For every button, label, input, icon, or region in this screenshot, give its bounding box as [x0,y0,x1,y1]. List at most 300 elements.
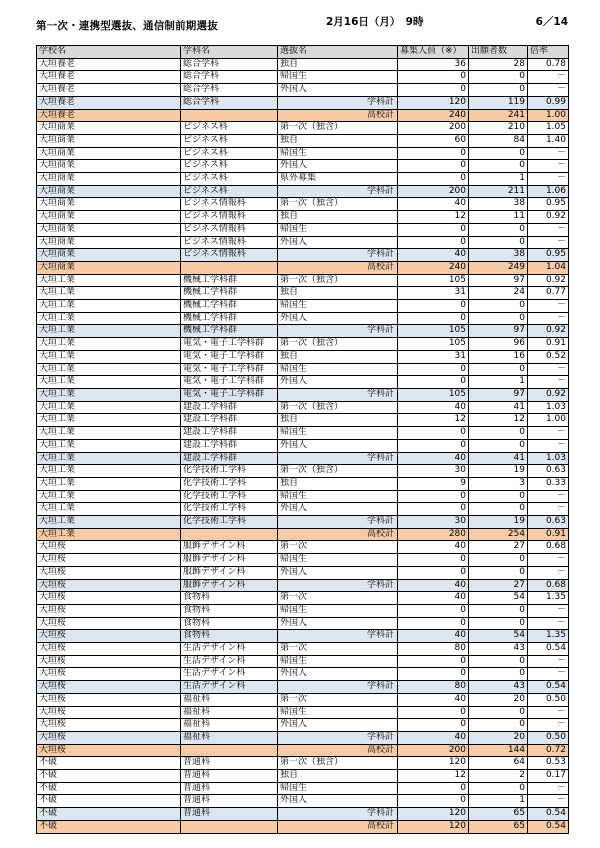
cell-ratio: 0.92 [528,274,569,287]
table-row [37,617,569,630]
cell-ratio: 0.54 [528,681,569,694]
cell-capacity: 0 [398,795,469,808]
cell-capacity: 40 [398,731,469,744]
cell-school: 大垣桜 [37,579,181,592]
cell-capacity: 105 [398,274,469,287]
table-row [37,350,569,363]
table-row [37,744,569,757]
cell-school: 不破 [37,795,181,808]
cell-applicants: 65 [469,808,528,821]
cell-capacity: 0 [398,173,469,186]
cell-school: 不破 [37,770,181,783]
cell-ratio: 0.54 [528,643,569,656]
cell-school: 大垣商業 [37,147,181,160]
cell-school: 大垣桜 [37,643,181,656]
cell-school: 大垣桜 [37,655,181,668]
cell-selection: 第一次（独含） [278,401,398,414]
cell-ratio: 0.95 [528,249,569,262]
cell-department: 普通科 [181,782,278,795]
cell-ratio: 1.04 [528,261,569,274]
cell-capacity: 0 [398,160,469,173]
cell-ratio: － [528,604,569,617]
cell-ratio: 1.35 [528,630,569,643]
cell-selection: 外国人 [278,719,398,732]
cell-school: 不破 [37,782,181,795]
cell-ratio: 0.92 [528,388,569,401]
cell-department [181,528,278,541]
cell-selection: 帰国生 [278,604,398,617]
table-row [37,770,569,783]
table-row [37,109,569,122]
cell-selection: 帰国生 [278,223,398,236]
cell-selection: 帰国生 [278,300,398,313]
cell-school: 大垣養老 [37,58,181,71]
table-row [37,198,569,211]
cell-applicants: 0 [469,427,528,440]
cell-capacity: 0 [398,490,469,503]
cell-school: 大垣工業 [37,414,181,427]
cell-applicants: 24 [469,287,528,300]
cell-ratio: － [528,554,569,567]
cell-capacity: 0 [398,312,469,325]
table-row [37,757,569,770]
column-header-department: 学科名 [181,46,278,59]
cell-capacity: 40 [398,592,469,605]
table-row [37,427,569,440]
cell-applicants: 0 [469,223,528,236]
cell-ratio: 0.17 [528,770,569,783]
cell-selection: 帰国生 [278,655,398,668]
table-row [37,173,569,186]
cell-ratio: － [528,503,569,516]
cell-ratio: 0.99 [528,96,569,109]
cell-applicants: 0 [469,503,528,516]
cell-department: 総合学科 [181,96,278,109]
cell-department: ビジネス科 [181,147,278,160]
cell-applicants: 1 [469,376,528,389]
cell-selection: 高校計 [278,744,398,757]
cell-selection: 高校計 [278,528,398,541]
cell-capacity: 31 [398,287,469,300]
cell-selection: 帰国生 [278,554,398,567]
cell-selection: 外国人 [278,312,398,325]
table-row [37,592,569,605]
cell-selection: 第一次（独含） [278,757,398,770]
cell-capacity: 36 [398,58,469,71]
table-row [37,300,569,313]
cell-department: 化学技術工学科 [181,465,278,478]
cell-applicants: 0 [469,655,528,668]
cell-school: 大垣商業 [37,173,181,186]
cell-school: 大垣工業 [37,300,181,313]
cell-department [181,109,278,122]
cell-school: 大垣養老 [37,109,181,122]
cell-applicants: 11 [469,211,528,224]
cell-department: 普通科 [181,770,278,783]
cell-ratio: － [528,706,569,719]
cell-department: ビジネス科 [181,134,278,147]
table-row [37,719,569,732]
cell-department: ビジネス情報科 [181,211,278,224]
table-row [37,414,569,427]
cell-applicants: 0 [469,719,528,732]
cell-ratio: － [528,795,569,808]
table-row [37,541,569,554]
cell-applicants: 97 [469,325,528,338]
cell-ratio: － [528,363,569,376]
cell-department: 食物科 [181,604,278,617]
cell-school: 大垣商業 [37,134,181,147]
cell-selection: 帰国生 [278,71,398,84]
cell-applicants: 97 [469,388,528,401]
cell-department: 福祉科 [181,731,278,744]
table-row [37,388,569,401]
cell-capacity: 30 [398,516,469,529]
cell-capacity: 0 [398,376,469,389]
cell-applicants: 119 [469,96,528,109]
cell-selection: 第一次（独含） [278,465,398,478]
cell-applicants: 84 [469,134,528,147]
cell-department [181,261,278,274]
page-title: 第一次・連携型選抜、通信制前期選抜 [36,19,218,32]
cell-department: 建設工学科群 [181,452,278,465]
cell-department: 普通科 [181,795,278,808]
cell-department: 建設工学科群 [181,427,278,440]
cell-school: 大垣工業 [37,274,181,287]
cell-capacity: 0 [398,223,469,236]
cell-applicants: 249 [469,261,528,274]
table-row [37,338,569,351]
table-row [37,452,569,465]
cell-department: 建設工学科群 [181,414,278,427]
cell-capacity: 80 [398,681,469,694]
cell-capacity: 0 [398,147,469,160]
cell-applicants: 20 [469,731,528,744]
table-row [37,516,569,529]
cell-department: 福祉科 [181,706,278,719]
cell-selection: 帰国生 [278,782,398,795]
cell-ratio: － [528,655,569,668]
cell-capacity: 40 [398,452,469,465]
table-row [37,122,569,135]
table-row [37,528,569,541]
table-header-row [37,46,569,59]
cell-school: 大垣桜 [37,744,181,757]
cell-ratio: － [528,617,569,630]
cell-ratio: 1.03 [528,401,569,414]
cell-capacity: 9 [398,477,469,490]
cell-school: 大垣商業 [37,198,181,211]
cell-ratio: － [528,566,569,579]
cell-capacity: 0 [398,706,469,719]
cell-applicants: 0 [469,363,528,376]
cell-selection: 独自 [278,211,398,224]
cell-ratio: － [528,147,569,160]
cell-ratio: － [528,490,569,503]
cell-school: 大垣商業 [37,122,181,135]
cell-applicants: 0 [469,617,528,630]
cell-selection: 外国人 [278,439,398,452]
table-row [37,401,569,414]
cell-department: 建設工学科群 [181,439,278,452]
cell-department: ビジネス科 [181,122,278,135]
table-row [37,808,569,821]
cell-school: 大垣商業 [37,160,181,173]
table-row [37,84,569,97]
cell-school: 大垣桜 [37,731,181,744]
cell-applicants: 19 [469,465,528,478]
cell-applicants: 0 [469,554,528,567]
cell-selection: 第一次（独含） [278,122,398,135]
cell-selection: 外国人 [278,668,398,681]
cell-capacity: 105 [398,388,469,401]
cell-selection: 帰国生 [278,147,398,160]
cell-ratio: 1.40 [528,134,569,147]
cell-applicants: 41 [469,401,528,414]
cell-selection: 第一次（独含） [278,338,398,351]
cell-capacity: 30 [398,465,469,478]
cell-capacity: 40 [398,630,469,643]
cell-school: 大垣桜 [37,592,181,605]
cell-applicants: 211 [469,185,528,198]
cell-applicants: 27 [469,579,528,592]
cell-capacity: 0 [398,668,469,681]
cell-selection: 学科計 [278,731,398,744]
cell-capacity: 0 [398,566,469,579]
cell-selection: 学科計 [278,579,398,592]
cell-department: 機械工学科群 [181,312,278,325]
cell-department [181,744,278,757]
cell-selection: 帰国生 [278,490,398,503]
cell-applicants: 0 [469,566,528,579]
cell-selection: 独自 [278,770,398,783]
cell-capacity: 0 [398,363,469,376]
applications-table-container [36,45,568,834]
cell-school: 大垣桜 [37,719,181,732]
cell-selection: 高校計 [278,261,398,274]
cell-school: 大垣桜 [37,541,181,554]
cell-ratio: － [528,300,569,313]
cell-ratio: 1.00 [528,109,569,122]
cell-applicants: 0 [469,668,528,681]
cell-school: 大垣工業 [37,401,181,414]
cell-applicants: 210 [469,122,528,135]
cell-department: ビジネス情報科 [181,223,278,236]
cell-capacity: 280 [398,528,469,541]
cell-department: 生活デザイン科 [181,681,278,694]
cell-selection: 独自 [278,134,398,147]
cell-selection: 独自 [278,287,398,300]
cell-school: 大垣桜 [37,693,181,706]
cell-applicants: 20 [469,693,528,706]
cell-ratio: － [528,668,569,681]
cell-capacity: 200 [398,122,469,135]
cell-department [181,820,278,833]
column-header-applicants: 出願者数 [469,46,528,59]
cell-ratio: 1.03 [528,452,569,465]
cell-ratio: － [528,71,569,84]
cell-selection: 高校計 [278,820,398,833]
cell-applicants: 0 [469,300,528,313]
table-row [37,643,569,656]
announcement-datetime: 2月16日（月） 9時 [326,16,424,28]
cell-department: 生活デザイン科 [181,668,278,681]
table-row [37,465,569,478]
cell-selection: 外国人 [278,503,398,516]
cell-department: 服飾デザイン科 [181,566,278,579]
cell-school: 大垣養老 [37,71,181,84]
cell-applicants: 54 [469,592,528,605]
cell-capacity: 0 [398,84,469,97]
cell-selection: 学科計 [278,630,398,643]
cell-department: 機械工学科群 [181,274,278,287]
column-header-selection: 選抜名 [278,46,398,59]
cell-applicants: 0 [469,236,528,249]
cell-department: 生活デザイン科 [181,643,278,656]
cell-applicants: 28 [469,58,528,71]
table-row [37,820,569,833]
cell-school: 大垣商業 [37,185,181,198]
table-row [37,566,569,579]
column-header-ratio: 倍率 [528,46,569,59]
table-row [37,287,569,300]
cell-school: 大垣工業 [37,312,181,325]
cell-capacity: 60 [398,134,469,147]
cell-applicants: 43 [469,643,528,656]
cell-selection: 学科計 [278,452,398,465]
cell-department: 服飾デザイン科 [181,541,278,554]
cell-applicants: 16 [469,350,528,363]
table-row [37,579,569,592]
cell-applicants: 0 [469,782,528,795]
cell-department: 機械工学科群 [181,287,278,300]
table-row [37,363,569,376]
cell-ratio: 0.63 [528,516,569,529]
cell-applicants: 0 [469,160,528,173]
table-row [37,630,569,643]
cell-selection: 第一次 [278,643,398,656]
cell-selection: 外国人 [278,376,398,389]
cell-department: 福祉科 [181,693,278,706]
cell-school: 不破 [37,820,181,833]
cell-ratio: 0.91 [528,338,569,351]
cell-capacity: 12 [398,414,469,427]
cell-capacity: 105 [398,338,469,351]
cell-selection: 学科計 [278,185,398,198]
cell-ratio: 0.68 [528,541,569,554]
cell-department: ビジネス情報科 [181,249,278,262]
cell-applicants: 38 [469,198,528,211]
cell-department: 化学技術工学科 [181,490,278,503]
cell-selection: 外国人 [278,617,398,630]
cell-capacity: 40 [398,579,469,592]
cell-ratio: － [528,84,569,97]
cell-school: 大垣桜 [37,604,181,617]
cell-selection: 外国人 [278,160,398,173]
table-row [37,503,569,516]
cell-school: 大垣商業 [37,236,181,249]
cell-school: 大垣工業 [37,427,181,440]
cell-capacity: 0 [398,300,469,313]
cell-department: 総合学科 [181,84,278,97]
cell-capacity: 120 [398,757,469,770]
cell-school: 大垣工業 [37,516,181,529]
cell-school: 大垣桜 [37,668,181,681]
cell-department: 普通科 [181,757,278,770]
cell-school: 大垣工業 [37,465,181,478]
table-row [37,71,569,84]
table-row [37,554,569,567]
cell-selection: 県外募集 [278,173,398,186]
cell-department: 電気・電子工学科群 [181,338,278,351]
cell-capacity: 40 [398,401,469,414]
cell-school: 大垣工業 [37,376,181,389]
cell-ratio: － [528,223,569,236]
cell-selection: 外国人 [278,566,398,579]
cell-applicants: 41 [469,452,528,465]
cell-capacity: 40 [398,249,469,262]
cell-selection: 外国人 [278,236,398,249]
cell-school: 大垣工業 [37,325,181,338]
cell-department: 食物科 [181,592,278,605]
cell-capacity: 12 [398,770,469,783]
cell-ratio: 0.50 [528,693,569,706]
cell-school: 大垣桜 [37,681,181,694]
cell-ratio: 0.54 [528,808,569,821]
cell-applicants: 0 [469,84,528,97]
cell-selection: 外国人 [278,795,398,808]
cell-ratio: 1.00 [528,414,569,427]
cell-selection: 高校計 [278,109,398,122]
cell-capacity: 120 [398,820,469,833]
cell-capacity: 0 [398,439,469,452]
cell-applicants: 96 [469,338,528,351]
cell-capacity: 0 [398,655,469,668]
cell-school: 大垣工業 [37,363,181,376]
cell-school: 大垣工業 [37,503,181,516]
cell-school: 大垣工業 [37,477,181,490]
cell-ratio: 0.33 [528,477,569,490]
cell-school: 大垣養老 [37,84,181,97]
cell-ratio: － [528,427,569,440]
cell-department: 普通科 [181,808,278,821]
cell-school: 大垣工業 [37,350,181,363]
cell-applicants: 1 [469,795,528,808]
cell-capacity: 0 [398,503,469,516]
cell-department: 化学技術工学科 [181,477,278,490]
cell-selection: 学科計 [278,516,398,529]
cell-department: 福祉科 [181,719,278,732]
cell-ratio: 0.68 [528,579,569,592]
table-row [37,795,569,808]
cell-applicants: 0 [469,604,528,617]
cell-ratio: － [528,312,569,325]
table-row [37,147,569,160]
cell-school: 不破 [37,757,181,770]
cell-capacity: 40 [398,198,469,211]
cell-selection: 帰国生 [278,363,398,376]
cell-school: 大垣工業 [37,452,181,465]
cell-ratio: 0.50 [528,731,569,744]
cell-department: 食物科 [181,630,278,643]
cell-ratio: － [528,376,569,389]
cell-department: 服飾デザイン科 [181,554,278,567]
table-row [37,706,569,719]
cell-school: 大垣工業 [37,287,181,300]
cell-applicants: 12 [469,414,528,427]
cell-school: 大垣養老 [37,96,181,109]
cell-ratio: 0.95 [528,198,569,211]
